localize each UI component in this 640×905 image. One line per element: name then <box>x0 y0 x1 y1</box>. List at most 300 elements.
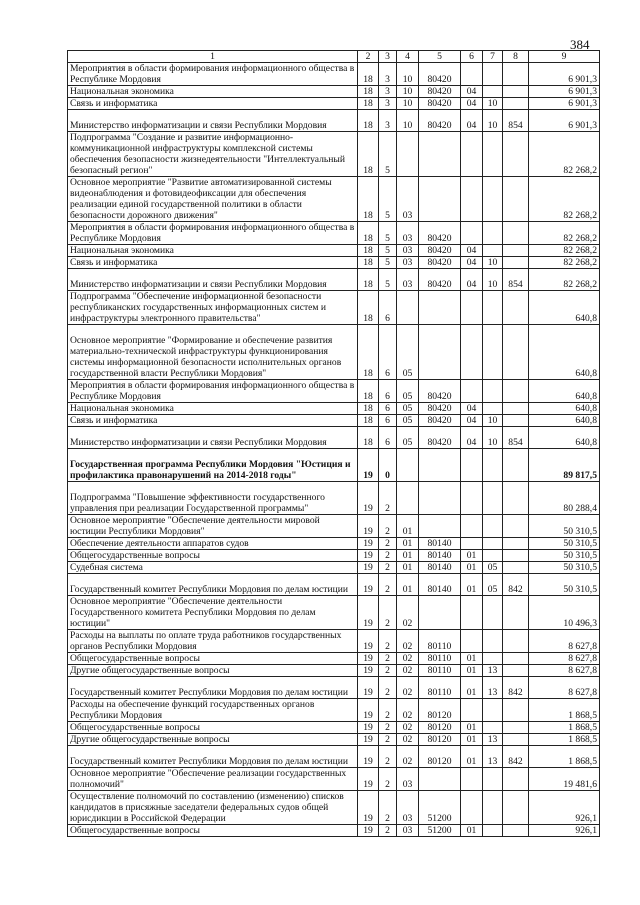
row-code-8: 854 <box>503 427 529 449</box>
row-name: Министерство информатизации и связи Республики Мордовия <box>68 110 358 132</box>
table-row <box>68 699 600 722</box>
row-name: Государственная программа Республики Мордовия "Юстиция и профилактика правонарушений на 2014-2018 годы" <box>68 449 358 482</box>
row-amount: 80 288,4 <box>529 482 600 515</box>
row-name: Подпрограмма "Повышение эффективности государственного управления при реализации Государственной программы" <box>68 482 358 515</box>
row-code-5: 80420 <box>419 63 461 86</box>
table-row <box>68 269 600 291</box>
row-code-5: 80140 <box>419 538 461 550</box>
row-code-6 <box>461 768 483 791</box>
row-code-2: 18 <box>358 269 379 291</box>
row-code-7 <box>483 86 503 98</box>
row-code-5 <box>419 768 461 791</box>
row-code-2: 18 <box>358 86 379 98</box>
table-row <box>68 768 600 791</box>
row-code-8 <box>503 222 529 245</box>
row-code-5: 80120 <box>419 722 461 734</box>
row-code-7 <box>483 699 503 722</box>
row-code-7: 13 <box>483 665 503 677</box>
row-code-5: 80110 <box>419 653 461 665</box>
header-col-5: 5 <box>419 51 461 63</box>
row-code-6 <box>461 630 483 653</box>
row-code-3: 2 <box>379 734 397 746</box>
table-row <box>68 550 600 562</box>
row-name: Основное мероприятие "Обеспечение деятельности мировой юстиции Республики Мордовия" <box>68 515 358 538</box>
row-code-4: 03 <box>397 825 419 837</box>
row-name: Другие общегосударственные вопросы <box>68 665 358 677</box>
row-code-8 <box>503 630 529 653</box>
table-row <box>68 403 600 415</box>
row-name: Общегосударственные вопросы <box>68 722 358 734</box>
row-code-7 <box>483 653 503 665</box>
row-amount: 926,1 <box>529 791 600 825</box>
table-row <box>68 132 600 177</box>
table-row <box>68 482 600 515</box>
row-code-6: 04 <box>461 86 483 98</box>
row-code-4: 03 <box>397 791 419 825</box>
row-code-8 <box>503 98 529 110</box>
row-code-7: 10 <box>483 415 503 427</box>
row-code-4: 02 <box>397 665 419 677</box>
row-code-2: 19 <box>358 825 379 837</box>
row-code-4: 03 <box>397 269 419 291</box>
row-code-5: 80110 <box>419 677 461 699</box>
table-row <box>68 291 600 325</box>
row-code-6: 01 <box>461 562 483 574</box>
row-name: Государственный комитет Республики Мордовия по делам юстиции <box>68 746 358 768</box>
row-name: Мероприятия в области формирования информационного общества в Республике Мордовия <box>68 63 358 86</box>
table-row <box>68 574 600 596</box>
row-amount: 640,8 <box>529 403 600 415</box>
row-amount: 82 268,2 <box>529 257 600 269</box>
row-code-7 <box>483 245 503 257</box>
row-code-8 <box>503 825 529 837</box>
row-code-8 <box>503 449 529 482</box>
row-code-7 <box>483 291 503 325</box>
row-code-2: 19 <box>358 562 379 574</box>
row-code-2: 19 <box>358 791 379 825</box>
table-row <box>68 791 600 825</box>
row-name: Общегосударственные вопросы <box>68 550 358 562</box>
row-code-4: 02 <box>397 677 419 699</box>
row-code-2: 19 <box>358 677 379 699</box>
row-code-8 <box>503 132 529 177</box>
table-row <box>68 653 600 665</box>
table-row <box>68 245 600 257</box>
row-code-4: 02 <box>397 653 419 665</box>
row-code-3: 6 <box>379 325 397 380</box>
table-row <box>68 746 600 768</box>
table-row <box>68 177 600 222</box>
row-code-3: 2 <box>379 825 397 837</box>
row-code-8 <box>503 86 529 98</box>
row-code-8 <box>503 257 529 269</box>
row-name: Связь и информатика <box>68 415 358 427</box>
row-code-2: 19 <box>358 699 379 722</box>
row-code-5: 51200 <box>419 825 461 837</box>
row-code-8 <box>503 245 529 257</box>
row-amount: 50 310,5 <box>529 538 600 550</box>
header-col-8: 8 <box>503 51 529 63</box>
row-code-8 <box>503 380 529 403</box>
row-code-4: 02 <box>397 746 419 768</box>
row-code-6: 04 <box>461 110 483 132</box>
row-code-7: 05 <box>483 562 503 574</box>
row-code-3: 6 <box>379 403 397 415</box>
row-code-5: 80140 <box>419 550 461 562</box>
row-amount: 640,8 <box>529 325 600 380</box>
row-code-5: 80140 <box>419 574 461 596</box>
row-code-5 <box>419 596 461 630</box>
row-code-8 <box>503 515 529 538</box>
row-code-8 <box>503 550 529 562</box>
row-name: Национальная экономика <box>68 86 358 98</box>
row-code-6: 04 <box>461 415 483 427</box>
table-row <box>68 562 600 574</box>
row-amount: 8 627,8 <box>529 677 600 699</box>
row-code-8: 854 <box>503 110 529 132</box>
row-code-8 <box>503 699 529 722</box>
row-amount: 8 627,8 <box>529 665 600 677</box>
row-code-3: 3 <box>379 63 397 86</box>
row-code-7 <box>483 177 503 222</box>
row-code-2: 18 <box>358 110 379 132</box>
row-amount: 82 268,2 <box>529 222 600 245</box>
row-code-4: 05 <box>397 403 419 415</box>
header-col-6: 6 <box>461 51 483 63</box>
row-amount: 6 901,3 <box>529 86 600 98</box>
table-row <box>68 596 600 630</box>
row-name: Мероприятия в области формирования информационного общества в Республике Мордовия <box>68 222 358 245</box>
row-code-3: 2 <box>379 665 397 677</box>
row-name: Общегосударственные вопросы <box>68 653 358 665</box>
row-code-4: 02 <box>397 630 419 653</box>
row-amount: 50 310,5 <box>529 562 600 574</box>
row-name: Основное мероприятие "Обеспечение деятельности Государственного комитета Республики Мордовия по делам юстиции" <box>68 596 358 630</box>
row-code-8 <box>503 722 529 734</box>
row-name: Основное мероприятие "Развитие автоматизированной системы видеонаблюдения и фотовидеофиксации для обеспечения реализации единой государственной политики в области безопасности дорожного движения" <box>68 177 358 222</box>
row-amount: 640,8 <box>529 427 600 449</box>
row-code-8 <box>503 596 529 630</box>
row-amount: 82 268,2 <box>529 269 600 291</box>
row-code-7 <box>483 825 503 837</box>
row-name: Расходы на обеспечение функций государственных органов Республики Мордовия <box>68 699 358 722</box>
row-code-7 <box>483 482 503 515</box>
row-code-7: 13 <box>483 746 503 768</box>
row-code-5 <box>419 515 461 538</box>
row-code-4: 03 <box>397 245 419 257</box>
row-code-8: 842 <box>503 677 529 699</box>
page-number: 384 <box>570 37 590 52</box>
row-name: Основное мероприятие "Обеспечение реализации государственных полномочий" <box>68 768 358 791</box>
row-code-6: 01 <box>461 574 483 596</box>
row-code-4: 05 <box>397 427 419 449</box>
row-code-4: 03 <box>397 257 419 269</box>
row-code-6: 01 <box>461 734 483 746</box>
row-code-5: 51200 <box>419 791 461 825</box>
table-row <box>68 734 600 746</box>
row-code-3: 5 <box>379 177 397 222</box>
header-col-9: 9 <box>529 51 600 63</box>
header-col-7: 7 <box>483 51 503 63</box>
row-code-3: 2 <box>379 791 397 825</box>
row-code-2: 19 <box>358 734 379 746</box>
table-row <box>68 825 600 837</box>
row-code-2: 19 <box>358 515 379 538</box>
row-code-5: 80420 <box>419 98 461 110</box>
row-code-8 <box>503 653 529 665</box>
row-code-8 <box>503 538 529 550</box>
row-code-2: 19 <box>358 574 379 596</box>
row-code-2: 19 <box>358 596 379 630</box>
row-amount: 1 868,5 <box>529 734 600 746</box>
row-amount: 50 310,5 <box>529 515 600 538</box>
row-code-3: 3 <box>379 98 397 110</box>
row-code-6: 04 <box>461 269 483 291</box>
row-code-2: 18 <box>358 427 379 449</box>
row-code-6: 04 <box>461 245 483 257</box>
row-code-3: 6 <box>379 427 397 449</box>
table-row <box>68 98 600 110</box>
table-row <box>68 415 600 427</box>
row-amount: 926,1 <box>529 825 600 837</box>
row-code-5: 80420 <box>419 415 461 427</box>
row-code-6 <box>461 596 483 630</box>
row-code-8 <box>503 562 529 574</box>
row-code-3: 2 <box>379 653 397 665</box>
row-code-2: 18 <box>358 403 379 415</box>
row-code-2: 19 <box>358 768 379 791</box>
table-body <box>68 63 600 837</box>
row-code-6 <box>461 482 483 515</box>
row-code-2: 19 <box>358 722 379 734</box>
row-code-7 <box>483 380 503 403</box>
row-code-5: 80420 <box>419 403 461 415</box>
row-code-8: 842 <box>503 746 529 768</box>
row-code-3: 2 <box>379 482 397 515</box>
row-code-3: 5 <box>379 245 397 257</box>
row-code-6: 01 <box>461 677 483 699</box>
row-amount: 8 627,8 <box>529 653 600 665</box>
row-code-6 <box>461 177 483 222</box>
row-name: Подпрограмма "Обеспечение информационной безопасности республиканских государственных информационных систем и инфраструктуры электронного правительства" <box>68 291 358 325</box>
row-code-4: 10 <box>397 63 419 86</box>
row-code-3: 2 <box>379 677 397 699</box>
row-code-3: 2 <box>379 630 397 653</box>
row-code-6: 01 <box>461 665 483 677</box>
row-code-5: 80420 <box>419 269 461 291</box>
row-code-3: 3 <box>379 86 397 98</box>
row-code-2: 18 <box>358 291 379 325</box>
row-code-4: 03 <box>397 222 419 245</box>
row-code-6 <box>461 291 483 325</box>
row-amount: 82 268,2 <box>529 132 600 177</box>
table-header-row <box>68 51 600 63</box>
row-name: Связь и информатика <box>68 98 358 110</box>
row-amount: 640,8 <box>529 415 600 427</box>
row-amount: 1 868,5 <box>529 722 600 734</box>
row-code-8 <box>503 325 529 380</box>
table-row <box>68 665 600 677</box>
row-name: Государственный комитет Республики Мордовия по делам юстиции <box>68 677 358 699</box>
row-amount: 82 268,2 <box>529 245 600 257</box>
row-code-5: 80140 <box>419 562 461 574</box>
row-code-4: 01 <box>397 562 419 574</box>
header-col-1: 1 <box>68 51 358 63</box>
row-code-5: 80120 <box>419 746 461 768</box>
row-name: Мероприятия в области формирования информационного общества в Республике Мордовия <box>68 380 358 403</box>
row-code-7 <box>483 630 503 653</box>
table-row <box>68 677 600 699</box>
row-code-6 <box>461 791 483 825</box>
row-code-8 <box>503 768 529 791</box>
row-name: Подпрограмма "Создание и развитие информационно-коммуникационной инфраструктуры комплексной системы обеспечения безопасности жизнедеятельности "Интеллектуальный безопасный регион" <box>68 132 358 177</box>
row-code-2: 19 <box>358 653 379 665</box>
row-code-7 <box>483 449 503 482</box>
row-code-5 <box>419 482 461 515</box>
row-code-6 <box>461 63 483 86</box>
row-name: Другие общегосударственные вопросы <box>68 734 358 746</box>
row-code-3: 2 <box>379 538 397 550</box>
row-code-8: 854 <box>503 269 529 291</box>
row-code-7: 10 <box>483 98 503 110</box>
row-code-8 <box>503 482 529 515</box>
row-code-5: 80120 <box>419 699 461 722</box>
row-code-6: 01 <box>461 550 483 562</box>
row-name: Расходы на выплаты по оплате труда работников государственных органов Республики Мордовия <box>68 630 358 653</box>
row-code-3: 2 <box>379 722 397 734</box>
row-code-3: 5 <box>379 222 397 245</box>
row-code-2: 19 <box>358 665 379 677</box>
row-code-4: 02 <box>397 722 419 734</box>
row-code-3: 2 <box>379 515 397 538</box>
row-code-5: 80420 <box>419 245 461 257</box>
row-amount: 8 627,8 <box>529 630 600 653</box>
row-code-3: 2 <box>379 574 397 596</box>
row-code-5: 80420 <box>419 257 461 269</box>
row-code-6: 04 <box>461 257 483 269</box>
row-name: Национальная экономика <box>68 245 358 257</box>
row-code-4: 05 <box>397 380 419 403</box>
row-code-4 <box>397 482 419 515</box>
row-code-2: 18 <box>358 177 379 222</box>
row-amount: 6 901,3 <box>529 110 600 132</box>
row-code-4: 01 <box>397 538 419 550</box>
row-code-4 <box>397 291 419 325</box>
row-amount: 10 496,3 <box>529 596 600 630</box>
table-row <box>68 257 600 269</box>
row-code-3: 6 <box>379 291 397 325</box>
row-code-4: 02 <box>397 734 419 746</box>
row-code-4: 05 <box>397 415 419 427</box>
row-amount: 50 310,5 <box>529 550 600 562</box>
row-code-7 <box>483 325 503 380</box>
row-code-6: 04 <box>461 98 483 110</box>
row-amount: 1 868,5 <box>529 699 600 722</box>
table-row <box>68 110 600 132</box>
row-code-2: 18 <box>358 415 379 427</box>
row-code-8: 842 <box>503 574 529 596</box>
row-code-2: 19 <box>358 449 379 482</box>
table-row <box>68 222 600 245</box>
row-code-5: 80120 <box>419 734 461 746</box>
row-code-2: 19 <box>358 746 379 768</box>
row-code-7 <box>483 791 503 825</box>
row-code-2: 18 <box>358 245 379 257</box>
row-code-8 <box>503 734 529 746</box>
table-row <box>68 722 600 734</box>
row-amount: 6 901,3 <box>529 63 600 86</box>
row-code-5: 80420 <box>419 86 461 98</box>
row-code-4 <box>397 449 419 482</box>
row-code-5: 80420 <box>419 222 461 245</box>
row-code-4: 03 <box>397 768 419 791</box>
row-code-7 <box>483 596 503 630</box>
row-code-4: 05 <box>397 325 419 380</box>
row-code-6 <box>461 325 483 380</box>
row-code-2: 19 <box>358 482 379 515</box>
row-code-7: 13 <box>483 734 503 746</box>
row-code-7 <box>483 538 503 550</box>
row-code-6: 01 <box>461 746 483 768</box>
row-code-3: 6 <box>379 380 397 403</box>
row-code-2: 18 <box>358 63 379 86</box>
row-code-5 <box>419 449 461 482</box>
row-code-6: 01 <box>461 653 483 665</box>
table-row <box>68 427 600 449</box>
row-code-4: 02 <box>397 699 419 722</box>
row-code-6: 01 <box>461 825 483 837</box>
row-code-3: 6 <box>379 415 397 427</box>
row-code-8 <box>503 63 529 86</box>
table-row <box>68 449 600 482</box>
budget-table <box>67 50 600 837</box>
row-code-6 <box>461 132 483 177</box>
row-code-6 <box>461 449 483 482</box>
row-code-4: 01 <box>397 574 419 596</box>
row-code-5 <box>419 177 461 222</box>
row-code-6: 04 <box>461 403 483 415</box>
row-amount: 640,8 <box>529 291 600 325</box>
row-code-8 <box>503 415 529 427</box>
table-row <box>68 325 600 380</box>
row-code-3: 2 <box>379 746 397 768</box>
row-amount: 89 817,5 <box>529 449 600 482</box>
row-amount: 6 901,3 <box>529 98 600 110</box>
row-code-6 <box>461 380 483 403</box>
row-code-5: 80110 <box>419 665 461 677</box>
row-code-3: 5 <box>379 257 397 269</box>
row-code-3: 0 <box>379 449 397 482</box>
row-name: Основное мероприятие "Формирование и обеспечение развития материально-технической инфраструктуры функционирования системы информационной безопасности исполнительных органов государственной власти Республики Мордовия" <box>68 325 358 380</box>
row-code-6 <box>461 515 483 538</box>
row-code-6: 04 <box>461 427 483 449</box>
row-code-7 <box>483 403 503 415</box>
row-code-7 <box>483 132 503 177</box>
row-code-2: 18 <box>358 132 379 177</box>
row-code-4: 01 <box>397 515 419 538</box>
row-code-5 <box>419 291 461 325</box>
row-name: Министерство информатизации и связи Республики Мордовия <box>68 269 358 291</box>
row-code-8 <box>503 791 529 825</box>
row-code-4: 10 <box>397 98 419 110</box>
row-code-4: 10 <box>397 86 419 98</box>
row-code-4: 01 <box>397 550 419 562</box>
row-code-6 <box>461 699 483 722</box>
row-code-5: 80110 <box>419 630 461 653</box>
row-amount: 82 268,2 <box>529 177 600 222</box>
row-code-2: 19 <box>358 630 379 653</box>
row-amount: 19 481,6 <box>529 768 600 791</box>
